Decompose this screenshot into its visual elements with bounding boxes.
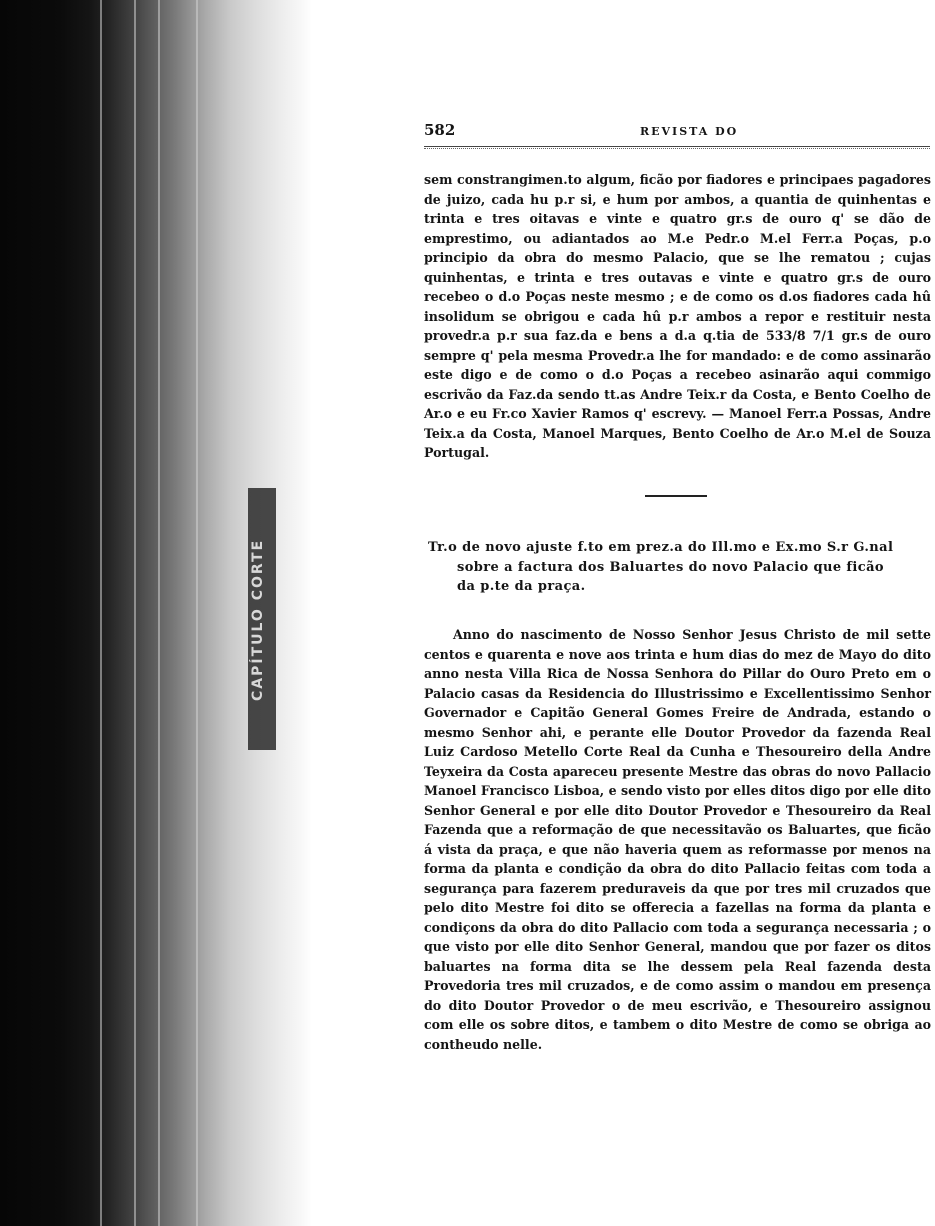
heading-line-3: da p.te da praça. (457, 579, 586, 594)
paragraph-body (424, 625, 931, 1054)
spine-label-text: CAPÍTULO CORTE (250, 538, 266, 702)
header-rule (424, 146, 930, 149)
paragraph-continuation (424, 170, 931, 463)
section-divider (645, 495, 707, 497)
section-heading (428, 538, 931, 597)
paragraph-text: Anno do nascimento de Nosso Senhor Jesus Christo de mil sette centos e quarenta e nove aos trinta e hum dias do mez de Mayo do dito anno nesta Villa Rica de Nossa Senhora do Pillar do Ouro Preto em o Palacio casas da Residencia do Illustrissimo e Excellentissimo Senhor Governador e Capitão General Gomes Freire de Andrada, estando o mesmo Senhor ahi, e perante elle Doutor Provedor da fazenda Real Luiz Cardoso Metello Corte Real da Cunha e Thesoureiro della Andre Teyxeira da Costa apareceu presente Mestre das obras do novo Pallacio Manoel Francisco Lisboa, e sendo visto por elles ditos digo por elle dito Senhor General e por elle dito Doutor Provedor e Thesoureiro da Real Fazenda que a reformação de que necessitavão os Baluartes, que ficão á vista da praça, e que não haveria quem as reformasse por menos na forma da planta e condição da obra do dito Pallacio feitas com toda a segurança para fazerem preduraveis da que por tres mil cruzados que pelo dito Mestre foi dito se offerecia a fazellas na forma da planta e condiçons da obra do dito Pallacio com toda a segurança necessaria ; o que visto por elle dito Senhor General, mandou que por fazer os ditos baluartes na forma dita se lhe dessem pela Real fazenda desta Provedoria tres mil cruzados, e de como assim o mandou em presença do dito Doutor Provedor o de meu escrivão, e Thesoureiro assignou com elle os sobre ditos, e tambem o dito Mestre de como se obriga ao contheudo nelle. (424, 627, 931, 1052)
heading-line-2: sobre a factura dos Baluartes do novo Palacio que ficão (457, 559, 884, 575)
running-head: REVISTA DO (640, 125, 739, 138)
page-number: 582 (424, 121, 456, 139)
paragraph-text: sem constrangimen.to algum, ficão por fiadores e principaes pagadores de juizo, cada hu p.r si, e hum por ambos, a quantia de quinhentas e trinta e tres oitavas e vinte e quatro gr.s de ouro q' se dão de emprestimo, ou adiantados ao M.e Pedr.o M.el Ferr.a Poças, p.o principio da obra do mesmo Palacio, que se lhe rematou ; cujas quinhentas, e trinta e tres outavas e vinte e quatro gr.s de ouro recebeo o d.o Poças neste mesmo ; e de como os d.os fiadores cada hû insolidum se obrigou e cada hû p.r ambos a repor e restituir nesta provedr.a p.r sua faz.da e bens a d.a q.tia de 533/8 7/1 gr.s de ouro sempre q' pela mesma Provedr.a lhe for mandado: e de como assinarão este digo e de como o d.o Poças a recebeo asinarão aqui commigo escrivão da Faz.da sendo tt.as Andre Teix.r da Costa, e Bento Coelho de Ar.o e eu Fr.co Xavier Ramos q' escrevy. — Manoel Ferr.a Possas, Andre Teix.a da Costa, Manoel Marques, Bento Coelho de Ar.o M.el de Souza Portugal. (424, 172, 931, 460)
heading-line-1: Tr.o de novo ajuste f.to em prez.a do Ill.mo e Ex.mo S.r G.nal (428, 540, 894, 555)
